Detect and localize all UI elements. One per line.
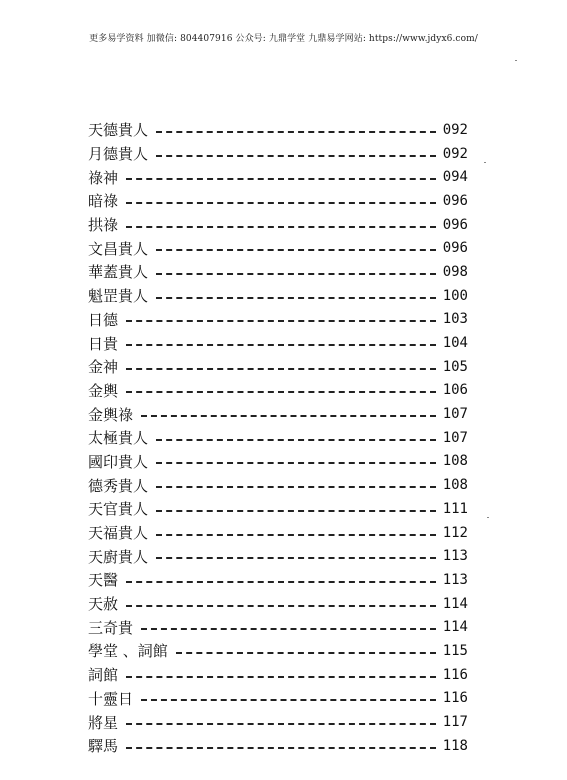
- toc-entry-title: 金輿: [88, 381, 119, 400]
- toc-entry-page-number: 104: [442, 335, 468, 352]
- toc-entry-page-number: 107: [442, 429, 468, 446]
- toc-entry-page-number: 096: [442, 192, 468, 209]
- toc-entry: [88, 308, 468, 332]
- toc-entry-page-number: 118: [442, 737, 468, 754]
- toc-entry-page-number: 113: [442, 571, 468, 588]
- toc-leader-dashes: [156, 249, 436, 251]
- toc-entry: [88, 497, 468, 521]
- toc-entry-title: 祿神: [88, 168, 119, 187]
- scan-speck: [487, 517, 489, 518]
- toc-entry: [88, 236, 468, 260]
- toc-entry: [88, 473, 468, 497]
- toc-leader-dashes: [126, 368, 436, 370]
- toc-entry-title: 金神: [88, 358, 119, 377]
- toc-leader-dashes: [156, 155, 436, 157]
- toc-leader-dashes: [156, 534, 436, 536]
- toc-entry-title: 華蓋貴人: [88, 263, 149, 282]
- toc-entry: [88, 426, 468, 450]
- toc-leader-dashes: [141, 415, 436, 417]
- toc-entry: [88, 663, 468, 687]
- table-of-contents: [88, 118, 468, 758]
- toc-entry-page-number: 115: [442, 642, 468, 659]
- scan-speck: [515, 60, 517, 61]
- toc-entry: [88, 379, 468, 403]
- scan-speck: [484, 162, 486, 163]
- toc-entry-title: 驛馬: [88, 737, 119, 756]
- toc-entry-title: 德秀貴人: [88, 476, 149, 495]
- toc-entry-title: 詞館: [88, 666, 119, 685]
- toc-entry-title: 天官貴人: [88, 500, 149, 519]
- toc-entry: [88, 355, 468, 379]
- toc-entry-page-number: 105: [442, 358, 468, 375]
- toc-entry-page-number: 103: [442, 311, 468, 328]
- toc-entry-title: 暗祿: [88, 192, 119, 211]
- toc-leader-dashes: [126, 581, 436, 583]
- toc-entry-title: 天德貴人: [88, 121, 149, 140]
- toc-entry-page-number: 098: [442, 263, 468, 280]
- toc-entry-page-number: 092: [442, 145, 468, 162]
- toc-leader-dashes: [176, 652, 436, 654]
- toc-leader-dashes: [156, 510, 436, 512]
- toc-entry-page-number: 108: [442, 477, 468, 494]
- toc-entry-title: 天福貴人: [88, 524, 149, 543]
- toc-leader-dashes: [126, 344, 436, 346]
- toc-entry: [88, 402, 468, 426]
- toc-leader-dashes: [156, 557, 436, 559]
- toc-leader-dashes: [126, 226, 436, 228]
- toc-entry-page-number: 107: [442, 406, 468, 423]
- toc-leader-dashes: [156, 297, 436, 299]
- toc-entry-page-number: 092: [442, 121, 468, 138]
- toc-entry-page-number: 116: [442, 666, 468, 683]
- toc-entry-page-number: 106: [442, 382, 468, 399]
- toc-entry-page-number: 113: [442, 548, 468, 565]
- toc-entry-page-number: 116: [442, 690, 468, 707]
- toc-leader-dashes: [141, 699, 436, 701]
- toc-entry-title: 金輿祿: [88, 405, 134, 424]
- toc-entry: [88, 450, 468, 474]
- toc-entry-title: 拱祿: [88, 216, 119, 235]
- toc-entry-title: 月德貴人: [88, 145, 149, 164]
- toc-entry: [88, 734, 468, 758]
- toc-entry: [88, 521, 468, 545]
- toc-entry: [88, 568, 468, 592]
- toc-entry: [88, 165, 468, 189]
- toc-entry-page-number: 117: [442, 714, 468, 731]
- toc-entry-title: 天赦: [88, 595, 119, 614]
- toc-leader-dashes: [126, 178, 436, 180]
- toc-entry: [88, 213, 468, 237]
- toc-leader-dashes: [126, 676, 436, 678]
- toc-entry: [88, 284, 468, 308]
- toc-leader-dashes: [126, 202, 436, 204]
- toc-entry-title: 日德: [88, 310, 119, 329]
- toc-entry-page-number: 096: [442, 240, 468, 257]
- toc-entry: [88, 260, 468, 284]
- toc-entry-title: 太極貴人: [88, 429, 149, 448]
- toc-entry-title: 學堂 、詞館: [88, 642, 168, 661]
- toc-entry-title: 文昌貴人: [88, 239, 149, 258]
- toc-entry-page-number: 096: [442, 216, 468, 233]
- toc-entry-title: 日貴: [88, 334, 119, 353]
- toc-entry: [88, 639, 468, 663]
- page-header-watermark: 更多易学资料 加微信: 804407916 公众号: 九鼎学堂 九鼎易学网站: https://www.jdyx6.com/: [89, 34, 478, 44]
- toc-leader-dashes: [141, 628, 436, 630]
- toc-leader-dashes: [156, 486, 436, 488]
- toc-entry-title: 十靈日: [88, 689, 134, 708]
- toc-entry-title: 三奇貴: [88, 618, 134, 637]
- toc-entry-page-number: 111: [442, 500, 468, 517]
- toc-entry: [88, 331, 468, 355]
- toc-leader-dashes: [126, 391, 436, 393]
- toc-leader-dashes: [156, 131, 436, 133]
- toc-entry-title: 天醫: [88, 571, 119, 590]
- toc-leader-dashes: [126, 723, 436, 725]
- toc-entry-title: 國印貴人: [88, 452, 149, 471]
- toc-entry: [88, 142, 468, 166]
- toc-entry-page-number: 100: [442, 287, 468, 304]
- toc-entry-title: 將星: [88, 713, 119, 732]
- toc-entry: [88, 118, 468, 142]
- toc-leader-dashes: [126, 605, 436, 607]
- toc-entry-page-number: 108: [442, 453, 468, 470]
- toc-leader-dashes: [126, 747, 436, 749]
- toc-entry-page-number: 112: [442, 524, 468, 541]
- toc-entry: [88, 710, 468, 734]
- toc-entry: [88, 544, 468, 568]
- toc-entry-page-number: 094: [442, 169, 468, 186]
- toc-entry: [88, 592, 468, 616]
- toc-entry: [88, 615, 468, 639]
- toc-leader-dashes: [156, 439, 436, 441]
- toc-entry-title: 魁罡貴人: [88, 287, 149, 306]
- toc-leader-dashes: [156, 273, 436, 275]
- toc-entry: [88, 189, 468, 213]
- toc-entry-page-number: 114: [442, 619, 468, 636]
- toc-leader-dashes: [156, 462, 436, 464]
- toc-leader-dashes: [126, 320, 436, 322]
- toc-entry: [88, 687, 468, 711]
- toc-entry-page-number: 114: [442, 595, 468, 612]
- toc-entry-title: 天廚貴人: [88, 547, 149, 566]
